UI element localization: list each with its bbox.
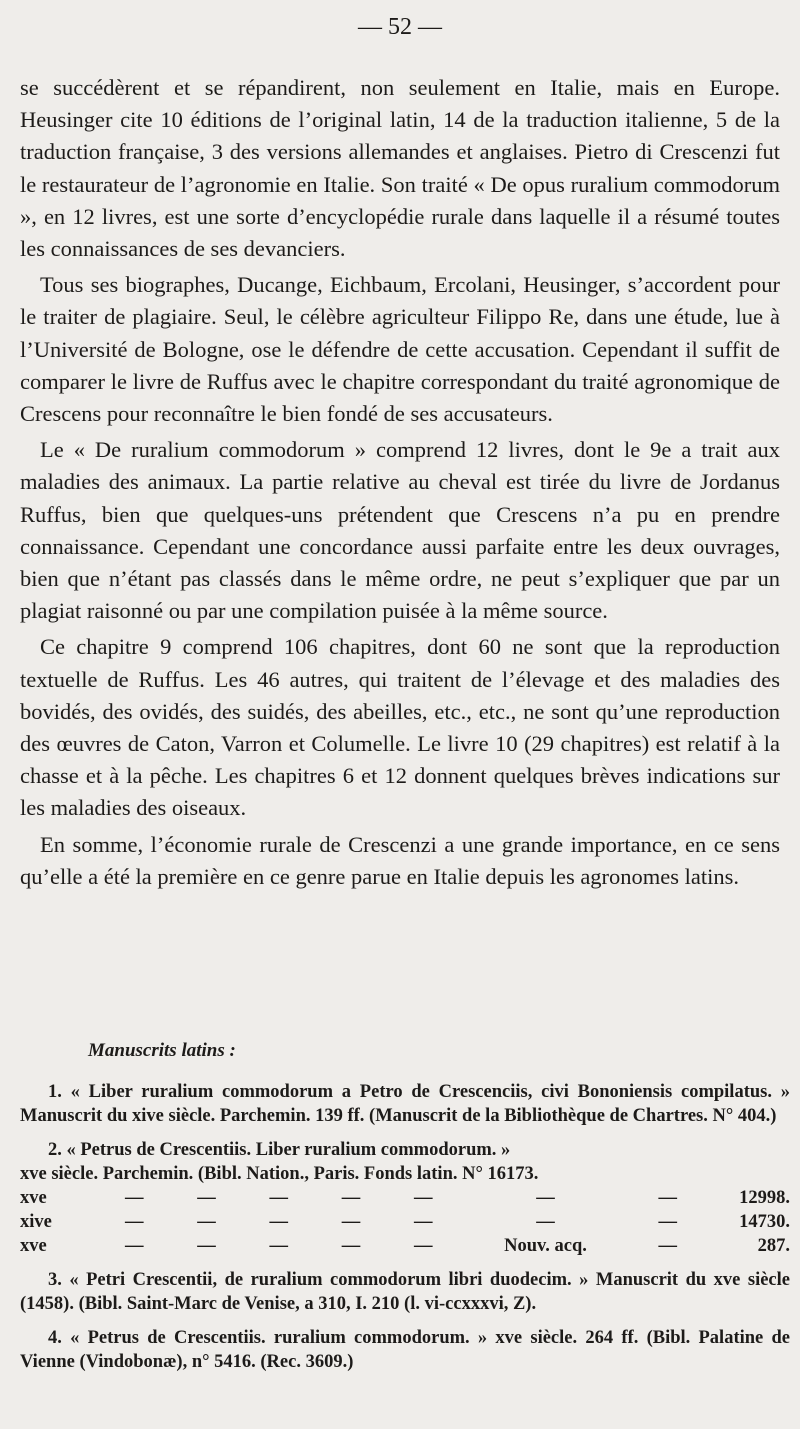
row-cell: — (414, 1212, 433, 1232)
manuscript-item (20, 1138, 790, 1258)
manuscript-text: 3. « Petri Crescentii, de ruralium commodorum libri duodecim. » Manuscrit du xve siècle (1458). (Bibl. Saint-Marc de Venise, a 310, I. 210 (l. vi-ccxxxvi, Z). (20, 1270, 790, 1314)
row-cell: 287. (757, 1236, 790, 1256)
manuscript-line: xve siècle. Parchemin. (Bibl. Nation., Paris. Fonds latin. N° 16173. (20, 1164, 539, 1184)
row-cell: 12998. (739, 1188, 790, 1208)
page-number: — 52 — (358, 14, 442, 40)
manuscript-row (20, 1186, 790, 1210)
row-cell: — (414, 1236, 433, 1256)
manuscript-text: 4. « Petrus de Crescentiis. ruralium commodorum. » xve siècle. 264 ff. (Bibl. Palatine de Vienne (Vindobonæ), n° 5416. (Rec. 3609.) (20, 1328, 790, 1372)
row-cell: — (658, 1212, 677, 1232)
row-cell: — (658, 1236, 677, 1256)
row-cell: — (197, 1188, 216, 1208)
row-cell: — (414, 1188, 433, 1208)
manuscript-list (20, 1080, 790, 1384)
row-cell: xive (20, 1212, 52, 1232)
paragraph: se succédèrent et se répandirent, non seulement en Italie, mais en Europe. Heusinger cite 10 éditions de l’original latin, 14 de la traduction italienne, 5 de la traduction française, 3 des versions allemandes et anglaises. Pietro di Crescenzi fut le restaurateur de l’agronomie en Italie. Son traité « De opus ruralium commodorum », en 12 livres, est une sorte d’encyclopédie rurale dans laquelle il a résumé toutes les connaissances de ses devanciers. (20, 75, 780, 262)
row-cell: — (341, 1188, 361, 1208)
paragraph: En somme, l’économie rurale de Crescenzi a une grande importance, en ce sens qu’elle a été la première en ce genre parue en Italie depuis les agronomes latins. (20, 831, 780, 889)
row-cell: — (269, 1212, 288, 1232)
row-cell: — (125, 1188, 144, 1208)
row-cell: 14730. (739, 1212, 790, 1232)
manuscript-row (20, 1210, 790, 1234)
paragraph: Ce chapitre 9 comprend 106 chapitres, dont 60 ne sont que la reproduction textuelle de Ruffus. Les 46 autres, qui traitent de l’élevage et des maladies des bovidés, des ovidés, des suidés, des abeilles, etc., etc., ne sont qu’une reproduction des œuvres de Caton, Varron et Columelle. Le livre 10 (29 chapitres) est relatif à la chasse et à la pêche. Les chapitres 6 et 12 donnent quelques brèves indications sur les maladies des oiseaux. (20, 634, 780, 821)
manuscript-row (20, 1234, 790, 1258)
row-cell: Nouv. acq. (504, 1236, 587, 1256)
row-cell: — (341, 1212, 361, 1232)
row-cell: — (536, 1212, 555, 1232)
body-text (20, 72, 780, 893)
row-cell: xve (20, 1188, 47, 1208)
row-cell: — (125, 1212, 144, 1232)
paragraph: Le « De ruralium commodorum » comprend 12 livres, dont le 9e a trait aux maladies des animaux. La partie relative au cheval est tirée du livre de Jordanus Ruffus, bien que quelques-uns prétendent que Crescens n’a pu en prendre connaissance. Cependant une concordance aussi parfaite entre les deux ouvrages, bien que n’étant pas classés dans le même ordre, ne peut s’expliquer que par un plagiat raisonné ou par une compilation puisée à la même source. (20, 437, 780, 624)
manuscript-item (20, 1080, 790, 1128)
row-cell: — (658, 1188, 677, 1208)
row-cell: — (197, 1212, 216, 1232)
row-cell: xve (20, 1236, 47, 1256)
manuscript-title: 2. « Petrus de Crescentiis. Liber ruralium commodorum. » (48, 1140, 511, 1160)
paragraph: Tous ses biographes, Ducange, Eichbaum, Ercolani, Heusinger, s’accordent pour le traiter de plagiaire. Seul, le célèbre agriculteur Filippo Re, dans une étude, lue à l’Université de Bologne, ose le défendre de cette accusation. Cependant il suffit de comparer le livre de Ruffus avec le chapitre correspondant du traité agronomique de Crescens pour reconnaître le bien fondé de ses accusateurs. (20, 272, 780, 427)
manuscript-item (20, 1268, 790, 1316)
row-cell: — (125, 1236, 144, 1256)
row-cell: — (536, 1188, 555, 1208)
manuscript-text: 1. « Liber ruralium commodorum a Petro de Crescenciis, civi Bononiensis compilatus. » Manuscrit du xive siècle. Parchemin. 139 ff. (Manuscrit de la Bibliothèque de Chartres. N° 404.) (20, 1082, 790, 1126)
row-cell: — (341, 1236, 361, 1256)
manuscript-item (20, 1326, 790, 1374)
section-heading: Manuscrits latins : (88, 1040, 236, 1061)
row-cell: — (269, 1236, 288, 1256)
row-cell: — (197, 1236, 216, 1256)
row-cell: — (269, 1188, 288, 1208)
